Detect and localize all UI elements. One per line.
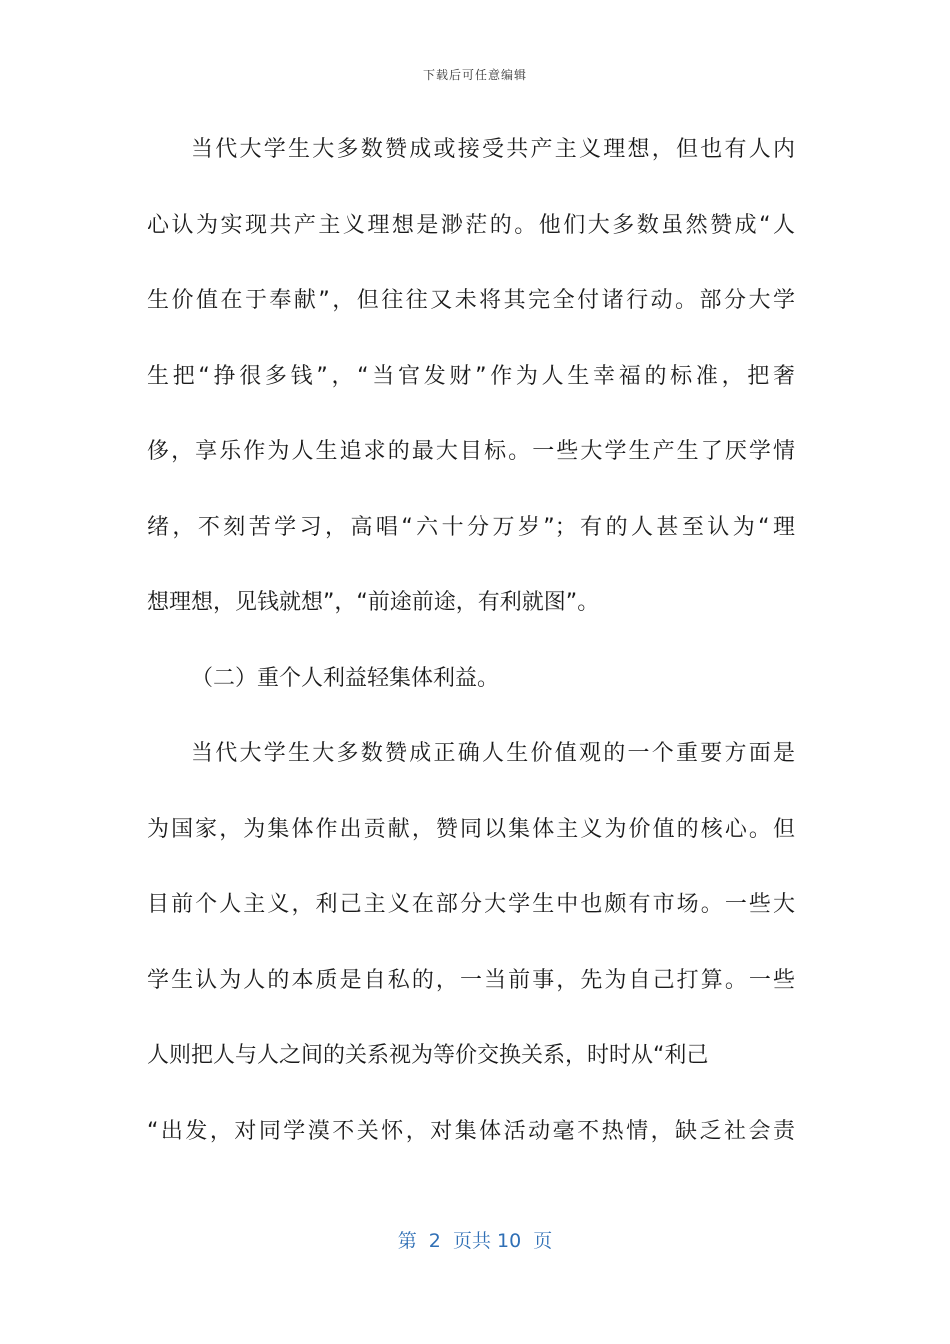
- paragraph-3-line-5: 人则把人与人之间的关系视为等价交换关系，时时从“利己: [147, 1043, 709, 1068]
- paragraph-3-line-6: “出发，对同学漠不关怀，对集体活动毫不热情，缺乏社会责: [147, 1118, 795, 1144]
- paragraph-3-line-2: 为国家，为集体作出贡献，赞同以集体主义为价值的核心。但: [147, 816, 795, 842]
- paragraph-3-line-1: 当代大学生大多数赞成正确人生价值观的一个重要方面是: [191, 741, 795, 766]
- document-body: [147, 112, 795, 1169]
- paragraph-1-line-5: 侈，享乐作为人生追求的最大目标。一些大学生产生了厌学情: [147, 439, 795, 464]
- paragraph-1-line-6: 绪，不刻苦学习，高唱“六十分万岁”；有的人甚至认为“理: [147, 514, 795, 540]
- page-header: 下载后可任意编辑: [422, 68, 527, 82]
- paragraph-3-line-3: 目前个人主义，利己主义在部分大学生中也颇有市场。一些大: [147, 892, 795, 917]
- paragraph-1-line-7: 想理想，见钱就想”，“前途前途，有利就图”。: [147, 590, 600, 615]
- paragraph-1-line-2: 心认为实现共产主义理想是渺茫的。他们大多数虽然赞成“人: [147, 212, 795, 238]
- page-number-footer: 第 2 页共 10 页: [397, 1230, 553, 1252]
- paragraph-3-line-4: 学生认为人的本质是自私的，一当前事，先为自己打算。一些: [147, 967, 795, 993]
- paragraph-1-line-4: 生把“挣很多钱”，“当官发财”作为人生幸福的标准，把奢: [147, 363, 795, 389]
- paragraph-1-line-1: 当代大学生大多数赞成或接受共产主义理想，但也有人内: [191, 137, 795, 162]
- section-heading: （二）重个人利益轻集体利益。: [191, 665, 500, 691]
- paragraph-1-line-3: 生价值在于奉献”，但往往又未将其完全付诸行动。部分大学: [147, 288, 795, 313]
